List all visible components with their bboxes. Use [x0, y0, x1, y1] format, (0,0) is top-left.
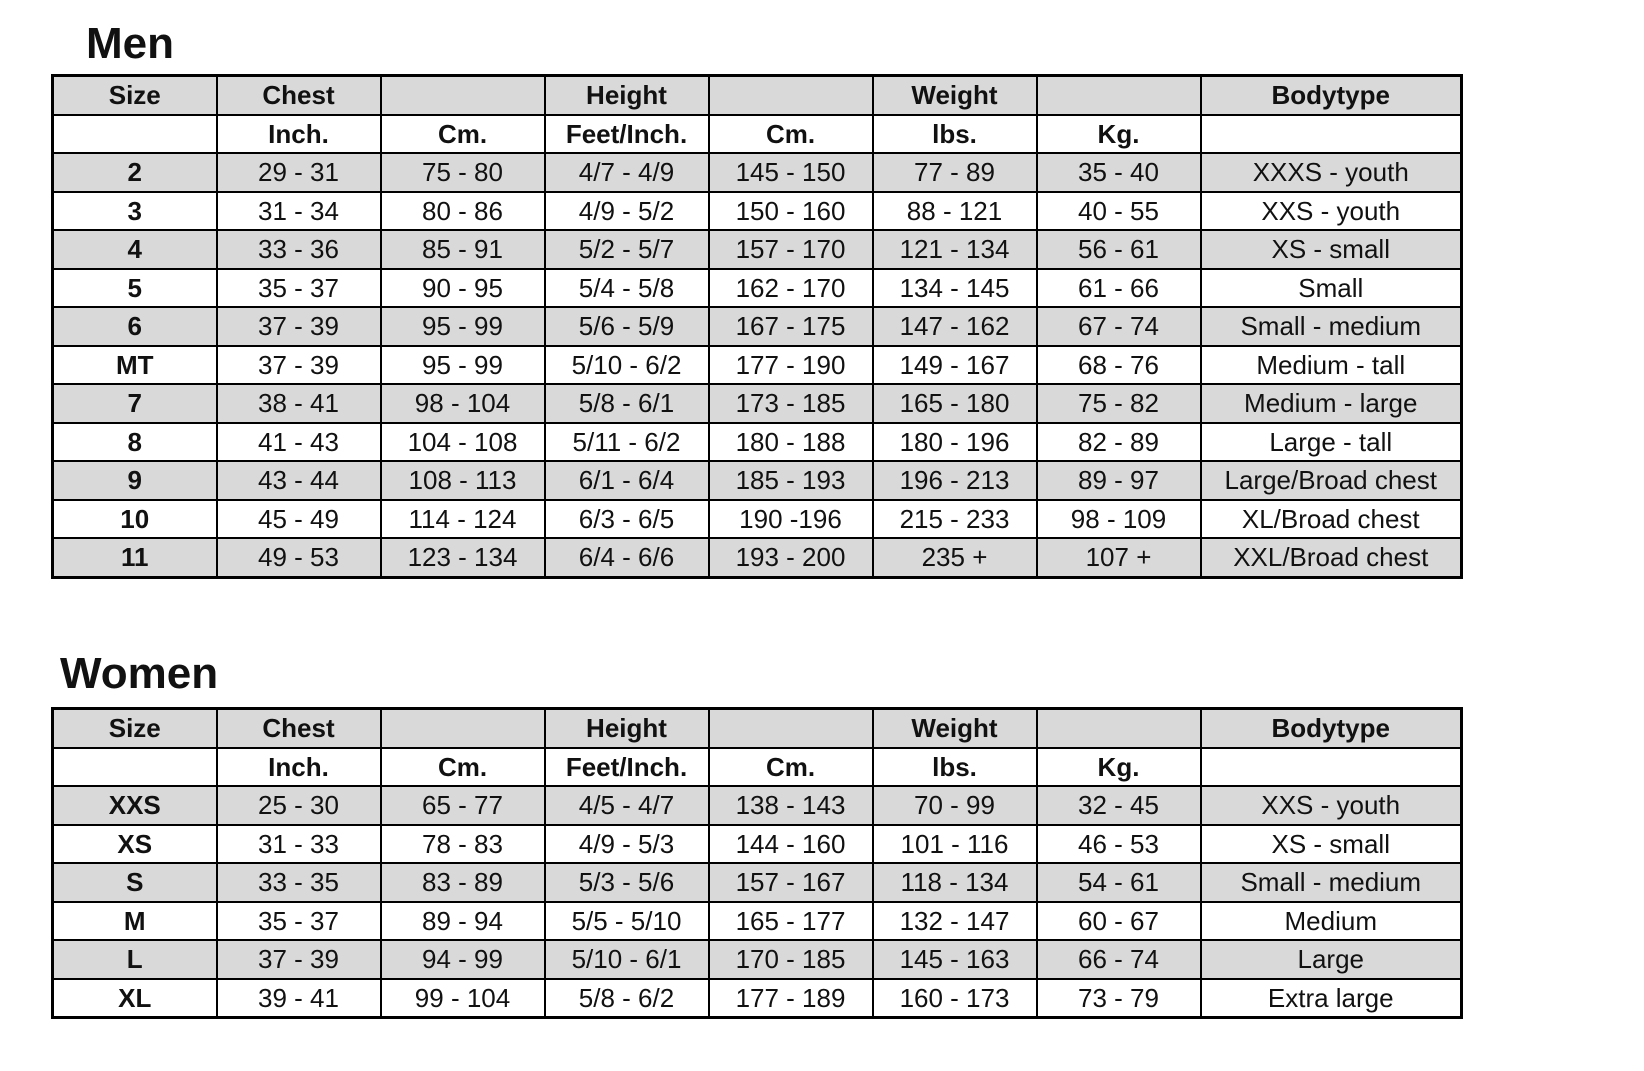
cell-size: 4 [53, 230, 217, 269]
table-row [53, 461, 1462, 500]
cell-bodytype: XXS - youth [1201, 192, 1462, 231]
cell-weight-kg: 61 - 66 [1037, 269, 1201, 308]
cell-size: MT [53, 346, 217, 385]
cell-weight-kg: 35 - 40 [1037, 153, 1201, 192]
cell-chest-inch: 37 - 39 [217, 940, 381, 979]
cell-bodytype: Small - medium [1201, 307, 1462, 346]
men-table-body [53, 76, 1462, 578]
cell-height-feet-inch: 6/3 - 6/5 [545, 500, 709, 539]
cell-bodytype: Extra large [1201, 979, 1462, 1018]
cell-chest-cm: 108 - 113 [381, 461, 545, 500]
cell-weight-lbs: 77 - 89 [873, 153, 1037, 192]
men-size-table [51, 74, 1463, 579]
cell-size: 5 [53, 269, 217, 308]
cell-weight-kg: Kg. [1037, 115, 1201, 154]
cell-weight-lbs: 180 - 196 [873, 423, 1037, 462]
cell-size: 2 [53, 153, 217, 192]
table-row [53, 863, 1462, 902]
cell-chest-cm: 78 - 83 [381, 825, 545, 864]
cell-height-cm [709, 709, 873, 748]
cell-bodytype [1201, 748, 1462, 787]
cell-bodytype: Small [1201, 269, 1462, 308]
table-row [53, 979, 1462, 1018]
cell-height-feet-inch: 5/8 - 6/1 [545, 384, 709, 423]
header-row-units [53, 115, 1462, 154]
cell-weight-lbs: 121 - 134 [873, 230, 1037, 269]
cell-chest-cm: Cm. [381, 748, 545, 787]
cell-weight-kg: 32 - 45 [1037, 786, 1201, 825]
cell-chest-cm: 95 - 99 [381, 307, 545, 346]
cell-height-feet-inch: 5/6 - 5/9 [545, 307, 709, 346]
cell-weight-lbs: 160 - 173 [873, 979, 1037, 1018]
cell-weight-lbs: 215 - 233 [873, 500, 1037, 539]
cell-height-feet-inch: 5/5 - 5/10 [545, 902, 709, 941]
cell-chest-inch: 38 - 41 [217, 384, 381, 423]
cell-chest-inch: 31 - 33 [217, 825, 381, 864]
cell-chest-inch: 35 - 37 [217, 269, 381, 308]
cell-size: XXS [53, 786, 217, 825]
cell-height-cm: 162 - 170 [709, 269, 873, 308]
cell-chest-cm: Cm. [381, 115, 545, 154]
table-row [53, 902, 1462, 941]
cell-weight-kg: 40 - 55 [1037, 192, 1201, 231]
cell-weight-kg: 67 - 74 [1037, 307, 1201, 346]
cell-height-feet-inch: 4/9 - 5/2 [545, 192, 709, 231]
cell-chest-inch: 29 - 31 [217, 153, 381, 192]
cell-height-cm: 173 - 185 [709, 384, 873, 423]
cell-height-cm: 167 - 175 [709, 307, 873, 346]
cell-weight-kg [1037, 76, 1201, 115]
cell-height-feet-inch: Feet/Inch. [545, 748, 709, 787]
cell-weight-lbs: 196 - 213 [873, 461, 1037, 500]
cell-chest-cm: 90 - 95 [381, 269, 545, 308]
cell-chest-inch: Inch. [217, 748, 381, 787]
cell-height-cm: 193 - 200 [709, 538, 873, 577]
cell-weight-kg: 56 - 61 [1037, 230, 1201, 269]
cell-height-feet-inch: 6/1 - 6/4 [545, 461, 709, 500]
cell-weight-kg: 98 - 109 [1037, 500, 1201, 539]
cell-height-cm: 157 - 167 [709, 863, 873, 902]
cell-weight-kg: 107 + [1037, 538, 1201, 577]
cell-height-cm: Cm. [709, 115, 873, 154]
cell-height-cm: 190 -196 [709, 500, 873, 539]
cell-height-cm: 170 - 185 [709, 940, 873, 979]
cell-chest-inch: 33 - 36 [217, 230, 381, 269]
cell-weight-kg: 66 - 74 [1037, 940, 1201, 979]
cell-height-feet-inch: 5/4 - 5/8 [545, 269, 709, 308]
cell-chest-cm: 65 - 77 [381, 786, 545, 825]
cell-bodytype: Medium [1201, 902, 1462, 941]
cell-size: 9 [53, 461, 217, 500]
cell-chest-cm: 99 - 104 [381, 979, 545, 1018]
cell-size: Size [53, 709, 217, 748]
cell-bodytype: Medium - tall [1201, 346, 1462, 385]
table-row [53, 346, 1462, 385]
cell-chest-cm: 95 - 99 [381, 346, 545, 385]
cell-weight-kg: 54 - 61 [1037, 863, 1201, 902]
cell-weight-kg: 89 - 97 [1037, 461, 1201, 500]
cell-size: L [53, 940, 217, 979]
cell-size: 3 [53, 192, 217, 231]
cell-chest-inch: 33 - 35 [217, 863, 381, 902]
cell-height-cm: 145 - 150 [709, 153, 873, 192]
cell-size: 7 [53, 384, 217, 423]
cell-weight-lbs: Weight [873, 709, 1037, 748]
cell-bodytype: XL/Broad chest [1201, 500, 1462, 539]
cell-bodytype: XXXS - youth [1201, 153, 1462, 192]
cell-height-feet-inch: 5/8 - 6/2 [545, 979, 709, 1018]
cell-weight-lbs: 134 - 145 [873, 269, 1037, 308]
cell-chest-inch: Chest [217, 709, 381, 748]
header-row-groups [53, 76, 1462, 115]
table-row [53, 230, 1462, 269]
cell-weight-kg: 73 - 79 [1037, 979, 1201, 1018]
table-row [53, 384, 1462, 423]
cell-size: 8 [53, 423, 217, 462]
cell-height-feet-inch: Height [545, 76, 709, 115]
women-size-table [51, 707, 1463, 1019]
cell-chest-inch: 43 - 44 [217, 461, 381, 500]
cell-chest-inch: Inch. [217, 115, 381, 154]
cell-height-feet-inch: 5/10 - 6/1 [545, 940, 709, 979]
cell-height-feet-inch: 5/3 - 5/6 [545, 863, 709, 902]
cell-size: 10 [53, 500, 217, 539]
table-row [53, 538, 1462, 577]
table-row [53, 786, 1462, 825]
cell-height-cm: 180 - 188 [709, 423, 873, 462]
cell-chest-inch: 31 - 34 [217, 192, 381, 231]
cell-weight-lbs: 132 - 147 [873, 902, 1037, 941]
table-row [53, 153, 1462, 192]
cell-weight-kg: 82 - 89 [1037, 423, 1201, 462]
cell-height-cm [709, 76, 873, 115]
cell-weight-lbs: 149 - 167 [873, 346, 1037, 385]
cell-chest-cm: 114 - 124 [381, 500, 545, 539]
cell-bodytype [1201, 115, 1462, 154]
cell-size: 11 [53, 538, 217, 577]
cell-height-feet-inch: 5/11 - 6/2 [545, 423, 709, 462]
cell-size [53, 748, 217, 787]
cell-bodytype: Small - medium [1201, 863, 1462, 902]
cell-height-feet-inch: 5/10 - 6/2 [545, 346, 709, 385]
men-section-title: Men [86, 19, 174, 68]
cell-height-cm: 144 - 160 [709, 825, 873, 864]
cell-chest-cm: 94 - 99 [381, 940, 545, 979]
cell-weight-lbs: 165 - 180 [873, 384, 1037, 423]
cell-chest-inch: 45 - 49 [217, 500, 381, 539]
cell-chest-cm: 123 - 134 [381, 538, 545, 577]
cell-chest-inch: 49 - 53 [217, 538, 381, 577]
cell-chest-cm: 83 - 89 [381, 863, 545, 902]
cell-bodytype: XS - small [1201, 825, 1462, 864]
cell-chest-inch: 41 - 43 [217, 423, 381, 462]
cell-weight-kg: 60 - 67 [1037, 902, 1201, 941]
cell-chest-cm [381, 76, 545, 115]
cell-size: Size [53, 76, 217, 115]
cell-height-cm: 185 - 193 [709, 461, 873, 500]
cell-chest-cm: 89 - 94 [381, 902, 545, 941]
cell-height-cm: Cm. [709, 748, 873, 787]
cell-weight-kg: 68 - 76 [1037, 346, 1201, 385]
cell-height-cm: 157 - 170 [709, 230, 873, 269]
cell-bodytype: XXL/Broad chest [1201, 538, 1462, 577]
cell-bodytype: Bodytype [1201, 76, 1462, 115]
cell-weight-lbs: 235 + [873, 538, 1037, 577]
header-row-groups [53, 709, 1462, 748]
cell-height-feet-inch: 4/5 - 4/7 [545, 786, 709, 825]
cell-chest-inch: 37 - 39 [217, 307, 381, 346]
cell-height-feet-inch: 6/4 - 6/6 [545, 538, 709, 577]
table-row [53, 500, 1462, 539]
table-row [53, 269, 1462, 308]
table-row [53, 940, 1462, 979]
cell-bodytype: XS - small [1201, 230, 1462, 269]
cell-weight-lbs: 118 - 134 [873, 863, 1037, 902]
cell-weight-lbs: 88 - 121 [873, 192, 1037, 231]
cell-size: 6 [53, 307, 217, 346]
cell-size: XL [53, 979, 217, 1018]
cell-weight-lbs: lbs. [873, 115, 1037, 154]
women-section-title: Women [60, 649, 219, 698]
cell-bodytype: Large [1201, 940, 1462, 979]
cell-height-feet-inch: 4/9 - 5/3 [545, 825, 709, 864]
cell-bodytype: Large/Broad chest [1201, 461, 1462, 500]
cell-weight-kg: Kg. [1037, 748, 1201, 787]
cell-weight-lbs: lbs. [873, 748, 1037, 787]
cell-weight-lbs: 147 - 162 [873, 307, 1037, 346]
cell-size [53, 115, 217, 154]
cell-chest-cm [381, 709, 545, 748]
cell-weight-kg [1037, 709, 1201, 748]
cell-chest-inch: Chest [217, 76, 381, 115]
cell-weight-lbs: 145 - 163 [873, 940, 1037, 979]
cell-chest-cm: 104 - 108 [381, 423, 545, 462]
cell-size: S [53, 863, 217, 902]
cell-weight-kg: 75 - 82 [1037, 384, 1201, 423]
cell-chest-inch: 35 - 37 [217, 902, 381, 941]
cell-height-feet-inch: Feet/Inch. [545, 115, 709, 154]
cell-height-cm: 150 - 160 [709, 192, 873, 231]
cell-chest-inch: 37 - 39 [217, 346, 381, 385]
cell-weight-lbs: 101 - 116 [873, 825, 1037, 864]
cell-chest-cm: 85 - 91 [381, 230, 545, 269]
cell-bodytype: Medium - large [1201, 384, 1462, 423]
cell-chest-cm: 98 - 104 [381, 384, 545, 423]
cell-size: XS [53, 825, 217, 864]
cell-height-feet-inch: Height [545, 709, 709, 748]
cell-height-cm: 165 - 177 [709, 902, 873, 941]
cell-bodytype: XXS - youth [1201, 786, 1462, 825]
cell-chest-cm: 75 - 80 [381, 153, 545, 192]
cell-height-feet-inch: 4/7 - 4/9 [545, 153, 709, 192]
cell-bodytype: Bodytype [1201, 709, 1462, 748]
cell-weight-lbs: 70 - 99 [873, 786, 1037, 825]
cell-chest-cm: 80 - 86 [381, 192, 545, 231]
cell-bodytype: Large - tall [1201, 423, 1462, 462]
table-row [53, 307, 1462, 346]
cell-chest-inch: 39 - 41 [217, 979, 381, 1018]
table-row [53, 192, 1462, 231]
table-row [53, 825, 1462, 864]
cell-height-cm: 177 - 189 [709, 979, 873, 1018]
cell-chest-inch: 25 - 30 [217, 786, 381, 825]
cell-height-cm: 138 - 143 [709, 786, 873, 825]
cell-weight-lbs: Weight [873, 76, 1037, 115]
cell-height-cm: 177 - 190 [709, 346, 873, 385]
women-table-body [53, 709, 1462, 1018]
cell-height-feet-inch: 5/2 - 5/7 [545, 230, 709, 269]
cell-size: M [53, 902, 217, 941]
table-row [53, 423, 1462, 462]
header-row-units [53, 748, 1462, 787]
cell-weight-kg: 46 - 53 [1037, 825, 1201, 864]
